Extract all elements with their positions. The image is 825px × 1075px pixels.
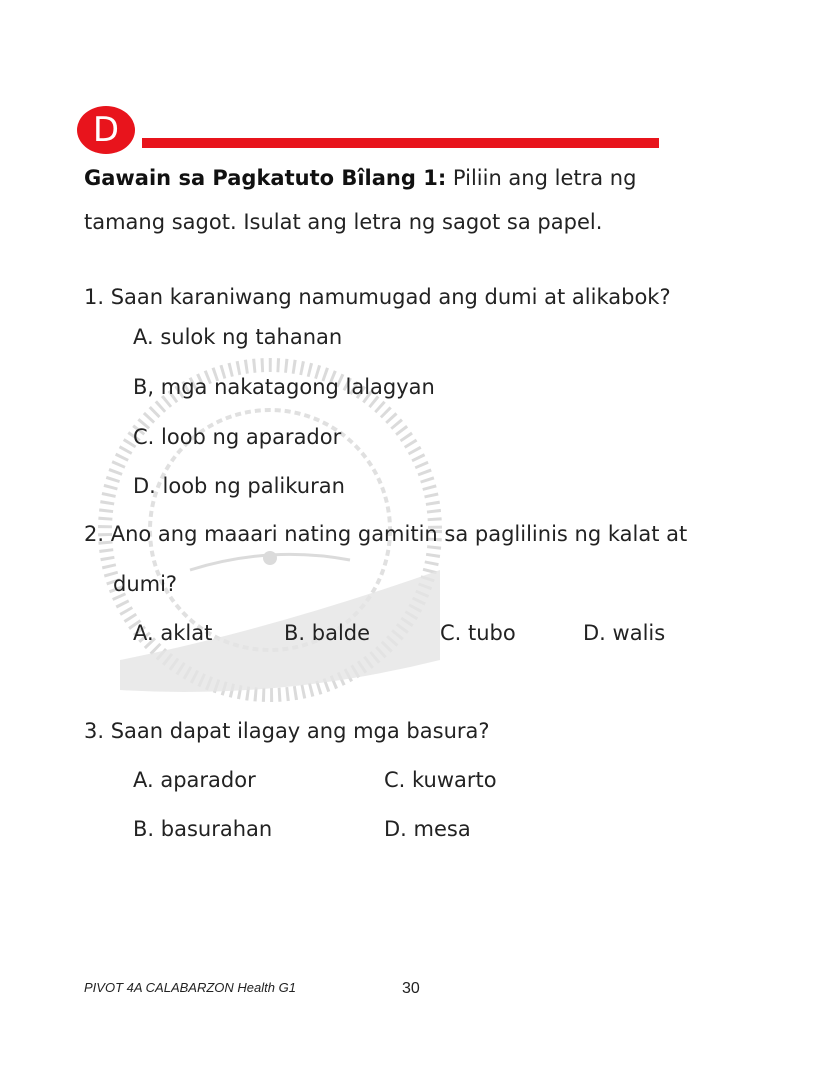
question-3-choice-c: C. kuwarto [384,768,497,792]
question-1-choice-b: B, mga nakatagong lalagyan [133,375,435,399]
footer-source: PIVOT 4A CALABARZON Health G1 [84,980,296,995]
activity-title: Gawain sa Pagkatuto Bîlang 1: [84,166,447,190]
section-rule [142,138,659,148]
question-3-choice-d: D. mesa [384,817,471,841]
question-1-choice-d: D. loob ng palikuran [133,474,345,498]
section-letter-badge: D [77,106,135,154]
question-1-choice-c: C. loob ng aparador [133,425,342,449]
question-2-choice-c: C. tubo [440,621,516,645]
question-2-line-1: 2. Ano ang maaari nating gamitin sa paglilinis ng kalat at [84,522,688,546]
question-2-choice-d: D. walis [583,621,666,645]
question-3-choice-a: A. aparador [133,768,256,792]
instructions [84,156,724,244]
instructions-text: Piliin ang letra ng tamang sagot. Isulat ang letra ng sagot sa papel. [84,166,637,234]
question-2-line-2: dumi? [113,572,178,596]
question-2-choice-a: A. aklat [133,621,213,645]
page-number: 30 [402,980,420,997]
question-3-choice-b: B. basurahan [133,817,273,841]
question-1: 1. Saan karaniwang namumugad ang dumi at alikabok? [84,285,671,309]
question-2-choice-b: B. balde [284,621,371,645]
question-3: 3. Saan dapat ilagay ang mga basura? [84,719,490,743]
question-1-choice-a: A. sulok ng tahanan [133,325,343,349]
